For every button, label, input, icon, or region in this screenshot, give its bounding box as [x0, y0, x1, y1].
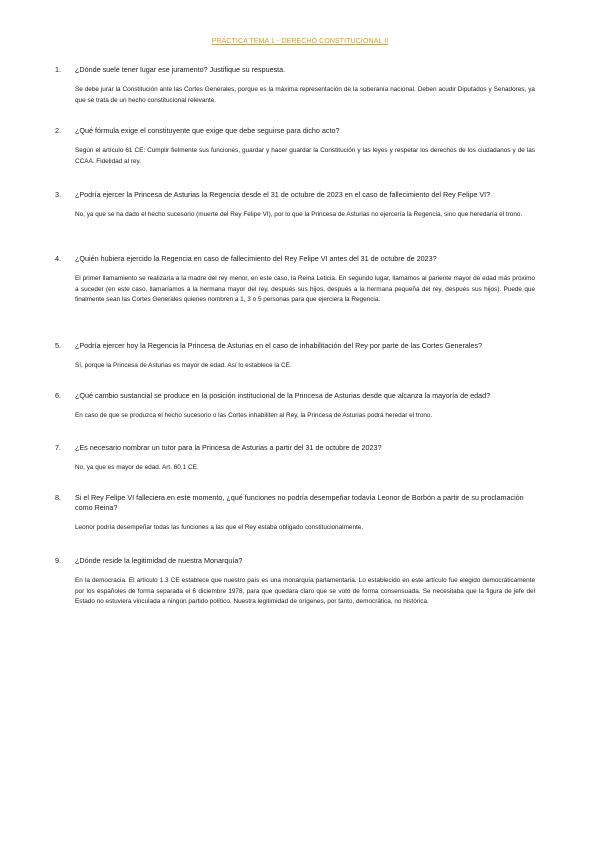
question-number: 6. — [55, 391, 61, 400]
question-number: 3. — [55, 190, 61, 199]
question-text: 5. ¿Podría ejercer hoy la Regencia la Princesa de Asturias en el caso de inhabilitación del Rey por parte de las Cortes Generales? — [55, 341, 483, 350]
question-item-6 — [55, 391, 535, 422]
question-item-8 — [55, 493, 535, 534]
question-number: 7. — [55, 443, 61, 452]
answer-text: Leonor podría desempeñar todas las funciones a las que el Rey estaba obligado constitucionalmente. — [75, 524, 364, 531]
question-number: 2. — [55, 126, 61, 135]
question-text: 9. ¿Dónde reside la legitimidad de nuestra Monarquía? — [55, 556, 243, 565]
question-number: 5. — [55, 341, 61, 350]
question-text: 4. ¿Quién hubiera ejercido la Regencia en caso de fallecimiento del Rey Felipe VI antes del 31 de octubre de 2023? — [55, 254, 437, 263]
question-text: 7. ¿Es necesario nombrar un tutor para la Princesa de Asturias a partir del 31 de octubre de 2023? — [55, 443, 382, 452]
answer-text: En la democracia. El artículo 1.3 CE establece que nuestro país es una monarquía parlamentaria. Lo establecido en este artículo fue elegido democráticamente por los españoles de forma separada el 6 diciembre 1978, para que quedara claro que se votó de forma consensuada. Se necesitaba que la figura de jefe del Estado no estuviera vinculada a ningún partido político. Nuestra legitimidad de orígenes, por tanto, democrática, no histórica. — [75, 577, 535, 605]
question-number: 4. — [55, 254, 61, 263]
answer-text: Se debe jurar la Constitución ante las Cortes Generales, porque es la máxima representación de la soberanía nacional. Deben acudir Diputados y Senadores, ya que se trata de un hecho constitucional relevante. — [75, 86, 535, 104]
answer-text: Sí, porque la Princesa de Asturias es mayor de edad. Así lo establece la CE. — [75, 362, 292, 369]
question-item-3 — [55, 190, 535, 221]
question-text: 1. ¿Dónde suele tener lugar ese juramento? Justifique su respuesta. — [55, 65, 286, 74]
question-item-7 — [55, 443, 535, 474]
answer-text: El primer llamamiento se realizaría a la madre del rey menor, en este caso, la Reina Leticia. En segundo lugar, llamamos al pariente mayor de edad más próximo a suceder (en este caso, llamaríamos a la hermana mayor del rey, después sus hijos, después a la hermana pequeña del rey, después sus hijos). Puede que finalmente sean las Cortes Generales quienes nombren a 1, 3 o 5 personas para que ejerciera la Regencia. — [75, 275, 535, 303]
question-item-2 — [55, 126, 535, 167]
document-title: PRÁCTICA TEMA 1 - DERECHO CONSTITUCIONAL II — [211, 38, 389, 45]
question-item-4 — [55, 254, 535, 306]
answer-text: No, ya que se ha dado el hecho sucesorio (muerte del Rey Felipe VI), por lo que la Princesa de Asturias no ejercería la Regencia, sino que heredaría el trono. — [75, 211, 523, 218]
question-item-9 — [55, 556, 535, 608]
question-text: 8. Si el Rey Felipe VI falleciera en este momento, ¿qué funciones no podría desempeñar todavía Leonor de Borbón a partir de su proclamación como Reina? — [55, 493, 524, 512]
question-text: 6. ¿Qué cambio sustancial se produce en la posición institucional de la Princesa de Asturias desde que alcanza la mayoría de edad? — [55, 391, 491, 400]
question-text: 3. ¿Podría ejercer la Princesa de Asturias la Regencia desde el 31 de octubre de 2023 en el caso de fallecimiento del Rey Felipe VI? — [55, 190, 491, 199]
question-number: 9. — [55, 556, 61, 565]
question-item-5 — [55, 341, 535, 372]
answer-text: Según el artículo 61 CE: Cumplir fielmente sus funciones, guardar y hacer guardar la Constitución y las leyes y respetar los derechos de los ciudadanos y de las CCAA. Fidelidad al rey. — [75, 147, 535, 165]
question-text: 2. ¿Qué fórmula exige el constituyente que exige que debe seguirse para dicho acto? — [55, 126, 340, 135]
answer-text: En caso de que se produzca el hecho sucesorio o las Cortes inhabiliten al Rey, la Princesa de Asturias podrá heredar el trono. — [75, 412, 433, 419]
question-number: 8. — [55, 493, 61, 502]
question-number: 1. — [55, 65, 61, 74]
answer-text: No, ya que es mayor de edad. Art. 60.1 CE. — [75, 464, 199, 471]
question-item-1 — [55, 65, 535, 106]
